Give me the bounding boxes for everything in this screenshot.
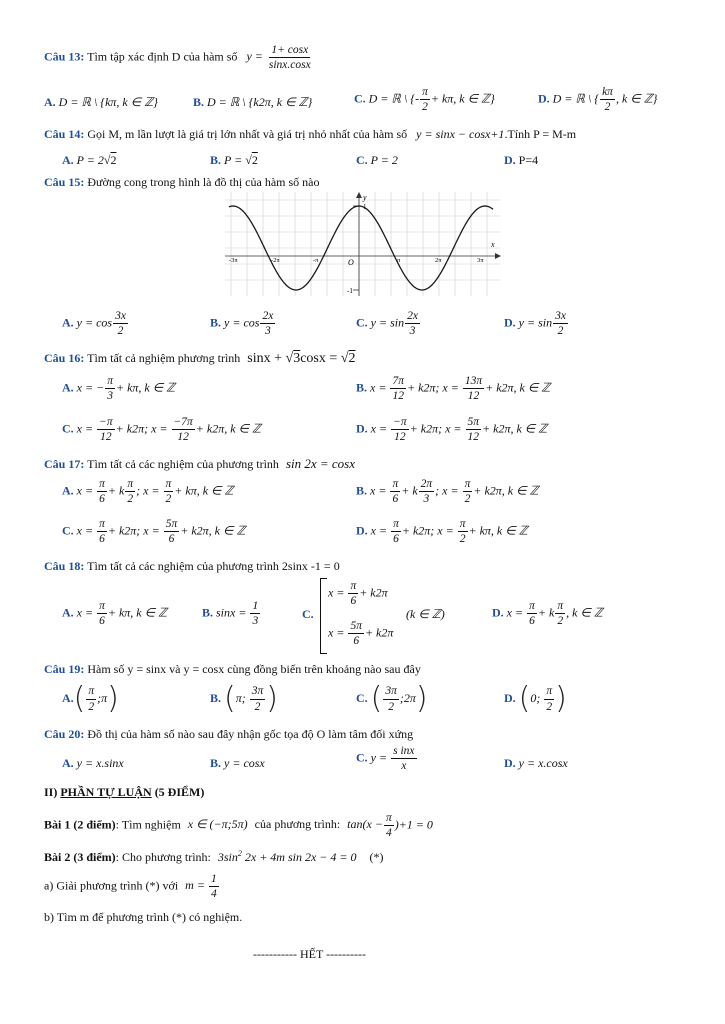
q15-option-a[interactable]: A. y = cos $\frac{3x}{2}$	[62, 310, 126, 338]
function: y = sinx − cosx+1	[416, 127, 505, 141]
q18-option-c-condition: (k ∈ ℤ)	[406, 607, 445, 621]
question-tail: .Tính P = M-m	[504, 127, 577, 141]
y-bottom-label: -1	[347, 287, 353, 295]
system-bracket	[320, 578, 327, 654]
q20-option-b[interactable]: B. y = cosx	[210, 756, 265, 770]
question-14	[44, 127, 576, 142]
q16-option-b[interactable]: B. x = $\frac{7\pi}{12}$ + k2π; x = $\frac{13\pi}{12}$ + k2π, k ∈ ℤ	[356, 375, 551, 403]
x-axis-arrow	[495, 253, 501, 259]
q18-option-c-line1[interactable]: x = $\frac{\pi}{6}$ + k2π	[328, 580, 388, 608]
equation: sin 2x = cosx	[285, 456, 355, 471]
tick-label: 2π	[435, 257, 442, 264]
function-graph	[225, 192, 501, 296]
q16-option-c[interactable]: C. x = $\frac{-\pi}{12}$ + k2π; x = $\frac{-7\pi}{12}$ + k2π, k ∈ ℤ	[62, 416, 261, 444]
question-label: Câu 14:	[44, 127, 85, 141]
y-axis-arrow	[356, 192, 362, 198]
q17-option-c[interactable]: C. x = $\frac{\pi}{6}$ + k2π; x = $\frac{5\pi}{6}$ + k2π, k ∈ ℤ	[62, 518, 246, 546]
q18-option-a[interactable]: A. x = $\frac{\pi}{6}$ + kπ, k ∈ ℤ	[62, 600, 168, 628]
q14-option-a[interactable]: A. P = 2√2	[62, 153, 117, 167]
footer-end: ----------- HẾT ----------	[253, 947, 367, 961]
q15-option-b[interactable]: B. y = cos $\frac{2x}{3}$	[210, 310, 274, 338]
q15-option-d[interactable]: D. y = sin $\frac{3x}{2}$	[504, 310, 566, 338]
question-text: Tìm tất cả các nghiệm của phương trình 2sinx -1 = 0	[87, 559, 340, 573]
problem-label: Bài 1 (2 điểm)	[44, 817, 116, 832]
section-heading: II) PHẦN TỰ LUẬN (5 ĐIỂM)	[44, 785, 205, 799]
x-axis-label: x	[491, 240, 495, 249]
q14-option-b[interactable]: B. P = √2	[210, 153, 258, 167]
question-text: Tìm tất cả các nghiệm của phương trình	[87, 457, 279, 471]
q19-option-d[interactable]: D. (0; $\frac{\pi}{2}$ )	[504, 681, 567, 716]
question-18	[44, 559, 340, 574]
tick-label: -π	[313, 257, 319, 264]
question-15	[44, 175, 320, 190]
question-text: Gọi M, m lần lượt là giá trị lớn nhất và giá trị nhỏ nhất của hàm số	[87, 127, 408, 141]
q14-option-d[interactable]: D. P=4	[504, 153, 539, 167]
question-17	[44, 456, 355, 472]
q14-option-c[interactable]: C. P = 2	[356, 153, 398, 167]
question-text: Tìm tập xác định D của hàm số	[87, 49, 238, 64]
q19-option-a[interactable]: A.( $\frac{\pi}{2}$ ;π)	[62, 681, 119, 716]
problem-2-part-a: a) Giải phương trình (*) với m = $\frac{1}{4}$	[44, 873, 217, 901]
q20-option-a[interactable]: A. y = x.sinx	[62, 756, 124, 770]
q19-option-b[interactable]: B. (π; $\frac{3\pi}{2}$ )	[210, 681, 278, 716]
question-text: Hàm số y = sinx và y = cosx cùng đồng biến trên khoảng nào sau đây	[87, 662, 421, 676]
question-16	[44, 351, 355, 367]
question-label: Câu 19:	[44, 662, 85, 676]
q17-option-a[interactable]: A. x = $\frac{\pi}{6}$ + k $\frac{\pi}{2}$ ; x = $\frac{\pi}{2}$ + kπ, k ∈ ℤ	[62, 478, 234, 506]
q19-option-c[interactable]: C. ( $\frac{3\pi}{2}$ ;2π)	[356, 681, 428, 716]
question-label: Câu 17:	[44, 457, 85, 471]
question-label: Câu 15:	[44, 175, 85, 189]
y-axis-label: y	[363, 193, 367, 202]
tick-label: -3π	[229, 257, 238, 264]
question-20	[44, 727, 413, 742]
question-label: Câu 18:	[44, 559, 85, 573]
q18-option-d[interactable]: D. x = $\frac{\pi}{6}$ + k $\frac{\pi}{2}$ , k ∈ ℤ	[492, 600, 603, 628]
question-text: Đồ thị của hàm số nào sau đây nhận gốc tọa độ O làm tâm đối xứng	[87, 727, 414, 741]
q20-option-c[interactable]: C. y = $\frac{\text{s inx}}{x}$	[356, 745, 415, 773]
q16-option-d[interactable]: D. x = $\frac{-\pi}{12}$ + k2π; x = $\frac{5\pi}{12}$ + k2π, k ∈ ℤ	[356, 416, 548, 444]
question-label: Câu 16:	[44, 351, 85, 365]
q13-option-b[interactable]: B. D = ℝ \ {k2π, k ∈ ℤ}	[193, 95, 313, 109]
q18-option-c-line2[interactable]: x = $\frac{5\pi}{6}$ + k2π	[328, 620, 394, 648]
question-label: Câu 13:	[44, 49, 85, 64]
q13-option-a[interactable]: A. D = ℝ \ {kπ, k ∈ ℤ}	[44, 95, 158, 109]
equation: sinx + √3cosx = √2	[247, 351, 356, 366]
q20-option-d[interactable]: D. y = x.cosx	[504, 756, 568, 770]
tick-label: -2π	[271, 257, 280, 264]
section-title: PHẦN TỰ LUẬN	[60, 785, 152, 799]
tick-label: 3π	[477, 257, 484, 264]
function-lhs: y =	[246, 49, 263, 64]
problem-label: Bài 2 (3 điểm)	[44, 850, 116, 864]
problem-2-part-b: b) Tìm m để phương trình (*) có nghiệm.	[44, 910, 243, 924]
q18-option-c-label[interactable]: C.	[302, 607, 314, 621]
function-fraction: $\frac{1+ \cos x}{\sin x.\cos x}$	[268, 44, 311, 72]
problem-1: Bài 1 (2 điểm): Tìm nghiệm x ∈ (−π;5π) của phương trình: tan(x − $\frac{\pi}{4}$ )+1 = 0	[44, 812, 433, 840]
q17-option-d[interactable]: D. x = $\frac{\pi}{6}$ + k2π; x = $\frac{\pi}{2}$ + kπ, k ∈ ℤ	[356, 518, 528, 546]
q15-option-c[interactable]: C. y = sin $\frac{2x}{3}$	[356, 310, 418, 338]
q18-option-b[interactable]: B. sinx = $\frac{1}{3}$	[202, 600, 259, 628]
q16-option-a[interactable]: A. x = − $\frac{\pi}{3}$ + kπ, k ∈ ℤ	[62, 375, 176, 403]
question-text: Đường cong trong hình là đồ thị của hàm số nào	[87, 175, 320, 189]
q13-option-c[interactable]: C. D = ℝ \ {- $\frac{\pi}{2}$ + kπ, k ∈ ℤ}	[354, 86, 495, 114]
q13-option-d[interactable]: D. D = ℝ \ { $\frac{k\pi}{2}$ , k ∈ ℤ}	[538, 86, 658, 114]
question-text: Tìm tất cả nghiệm phương trình	[87, 351, 241, 365]
tick-label: π	[397, 257, 401, 264]
origin-label: O	[348, 258, 354, 267]
question-13	[44, 44, 314, 71]
q17-option-b[interactable]: B. x = $\frac{\pi}{6}$ + k $\frac{2\pi}{3}$ ; x = $\frac{\pi}{2}$ + k2π, k ∈ ℤ	[356, 478, 539, 506]
problem-2: Bài 2 (3 điểm): Cho phương trình: $3\sin^2$ 2x + 4m sin 2x − 4 = 0 (*)	[44, 849, 384, 864]
question-label: Câu 20:	[44, 727, 85, 741]
question-19	[44, 662, 421, 677]
y-top-label: 1	[363, 203, 367, 211]
